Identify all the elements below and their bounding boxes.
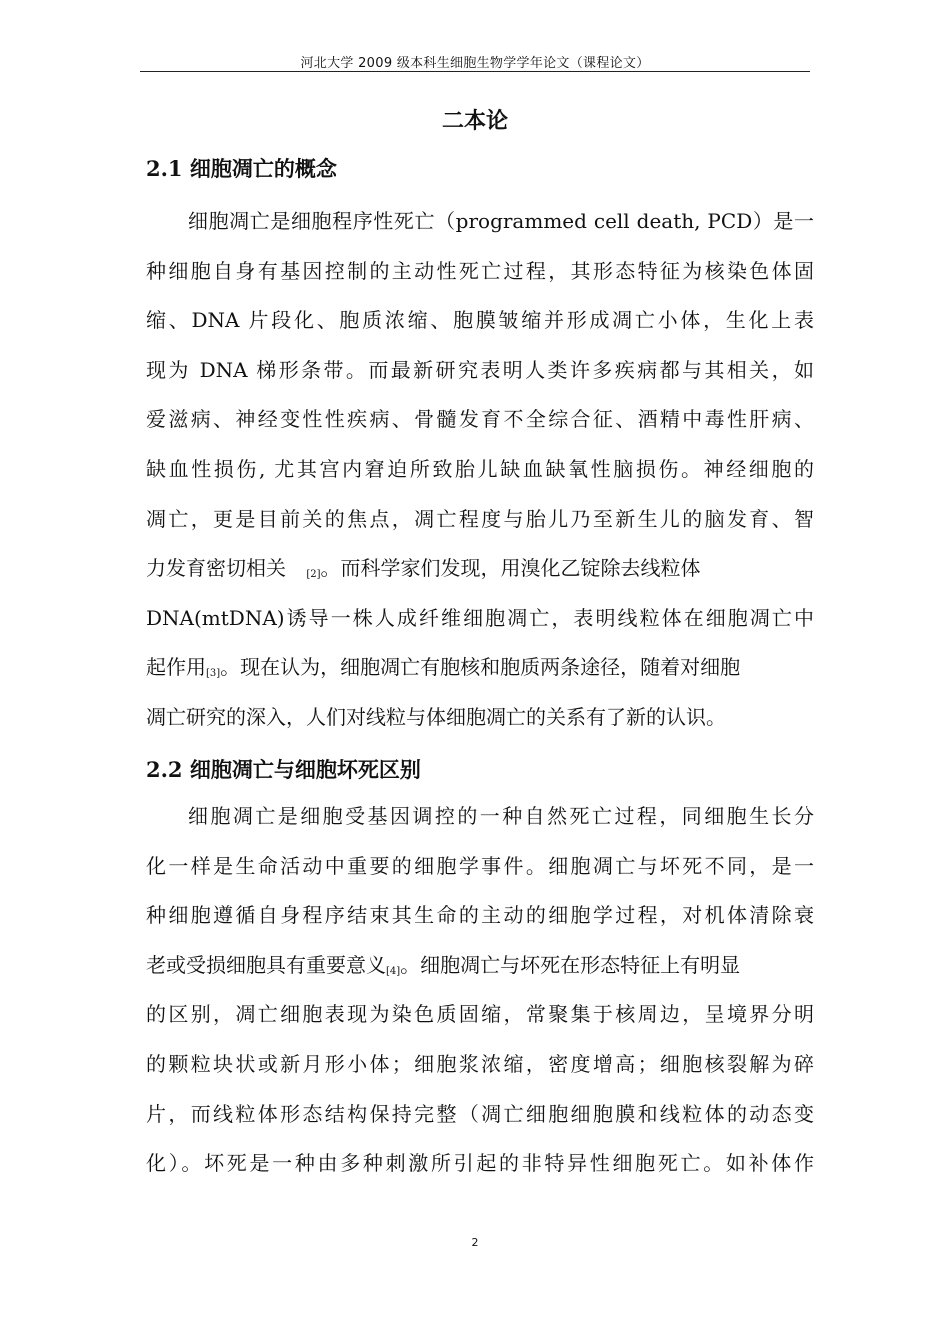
text-line: 种细胞遵循自身程序结束其生命的主动的细胞学过程，对机体清除衰 [146,903,814,928]
citation-ref: [2] [306,569,321,581]
text-line: 种细胞自身有基因控制的主动性死亡过程，其形态特征为核染色体固 [146,258,814,283]
section-heading-2-2: 2.2 细胞凋亡与细胞坏死区别 [146,757,421,782]
text-line: 片，而线粒体形态结构保持完整（凋亡细胞细胞膜和线粒体的动态变 [146,1101,814,1126]
citation-ref: [4] [386,965,401,977]
text-line: 化一样是生命活动中重要的细胞学事件。细胞凋亡与坏死不同，是一 [146,853,814,878]
paragraph-2-2 [146,792,814,1189]
chapter-title: 二本论 [441,108,508,134]
text-fragment: 。而科学家们发现，用溴化乙锭除去线粒体 [320,556,701,581]
text-fragment: 力发育密切相关 [146,556,293,581]
running-header: 河北大学 2009 级本科生细胞生物学学年论文（课程论文） [300,56,650,71]
page-number: 2 [471,1236,479,1249]
text-fragment: 。细胞凋亡与坏死在形态特征上有明显 [400,952,741,977]
text-line: 的颗粒块状或新月形小体；细胞浆浓缩，密度增高；细胞核裂解为碎 [146,1051,814,1076]
text-line: 爱滋病、神经变性性疾病、骨髓发育不全综合征、酒精中毒性肝病、 [146,407,814,432]
paragraph-2-1 [146,197,814,743]
text-line: 化）。坏死是一种由多种刺激所引起的非特异性细胞死亡。如补体作 [146,1151,814,1176]
text-line: 凋亡，更是目前关的焦点，凋亡程度与胎儿乃至新生儿的脑发育、智 [146,506,814,531]
section-heading-2-1: 2.1 细胞凋亡的概念 [146,156,337,181]
text-line: 现为 DNA 梯形条带。而最新研究表明人类许多疾病都与其相关，如 [146,357,814,382]
text-line [146,643,814,693]
text-line: 细胞凋亡是细胞受基因调控的一种自然死亡过程，同细胞生长分 [188,804,814,828]
text-line: 的区别，凋亡细胞表现为染色质固缩，常聚集于核周边，呈境界分明 [146,1002,814,1027]
header-divider [140,71,810,72]
text-fragment: 老或受损细胞具有重要意义 [146,952,386,977]
citation-ref: [3] [206,668,221,680]
text-line [146,941,814,991]
text-line: 缩、DNA 片段化、胞质浓缩、胞膜皱缩并形成凋亡小体，生化上表 [146,308,814,333]
text-fragment: 。现在认为，细胞凋亡有胞核和胞质两条途径，随着对细胞 [220,655,741,680]
text-line: 凋亡研究的深入，人们对线粒与体细胞凋亡的关系有了新的认识。 [146,704,726,729]
text-line: 缺血性损伤, 尤其宫内窘迫所致胎儿缺血缺氧性脑损伤。神经细胞的 [146,456,814,481]
text-line: 细胞凋亡是细胞程序性死亡（programmed cell death, PCD）是一 [188,209,814,233]
text-line: DNA(mtDNA)诱导一株人成纤维细胞凋亡，表明线粒体在细胞凋亡中 [146,605,814,630]
text-line [146,544,814,594]
text-fragment: 起作用 [146,655,206,680]
